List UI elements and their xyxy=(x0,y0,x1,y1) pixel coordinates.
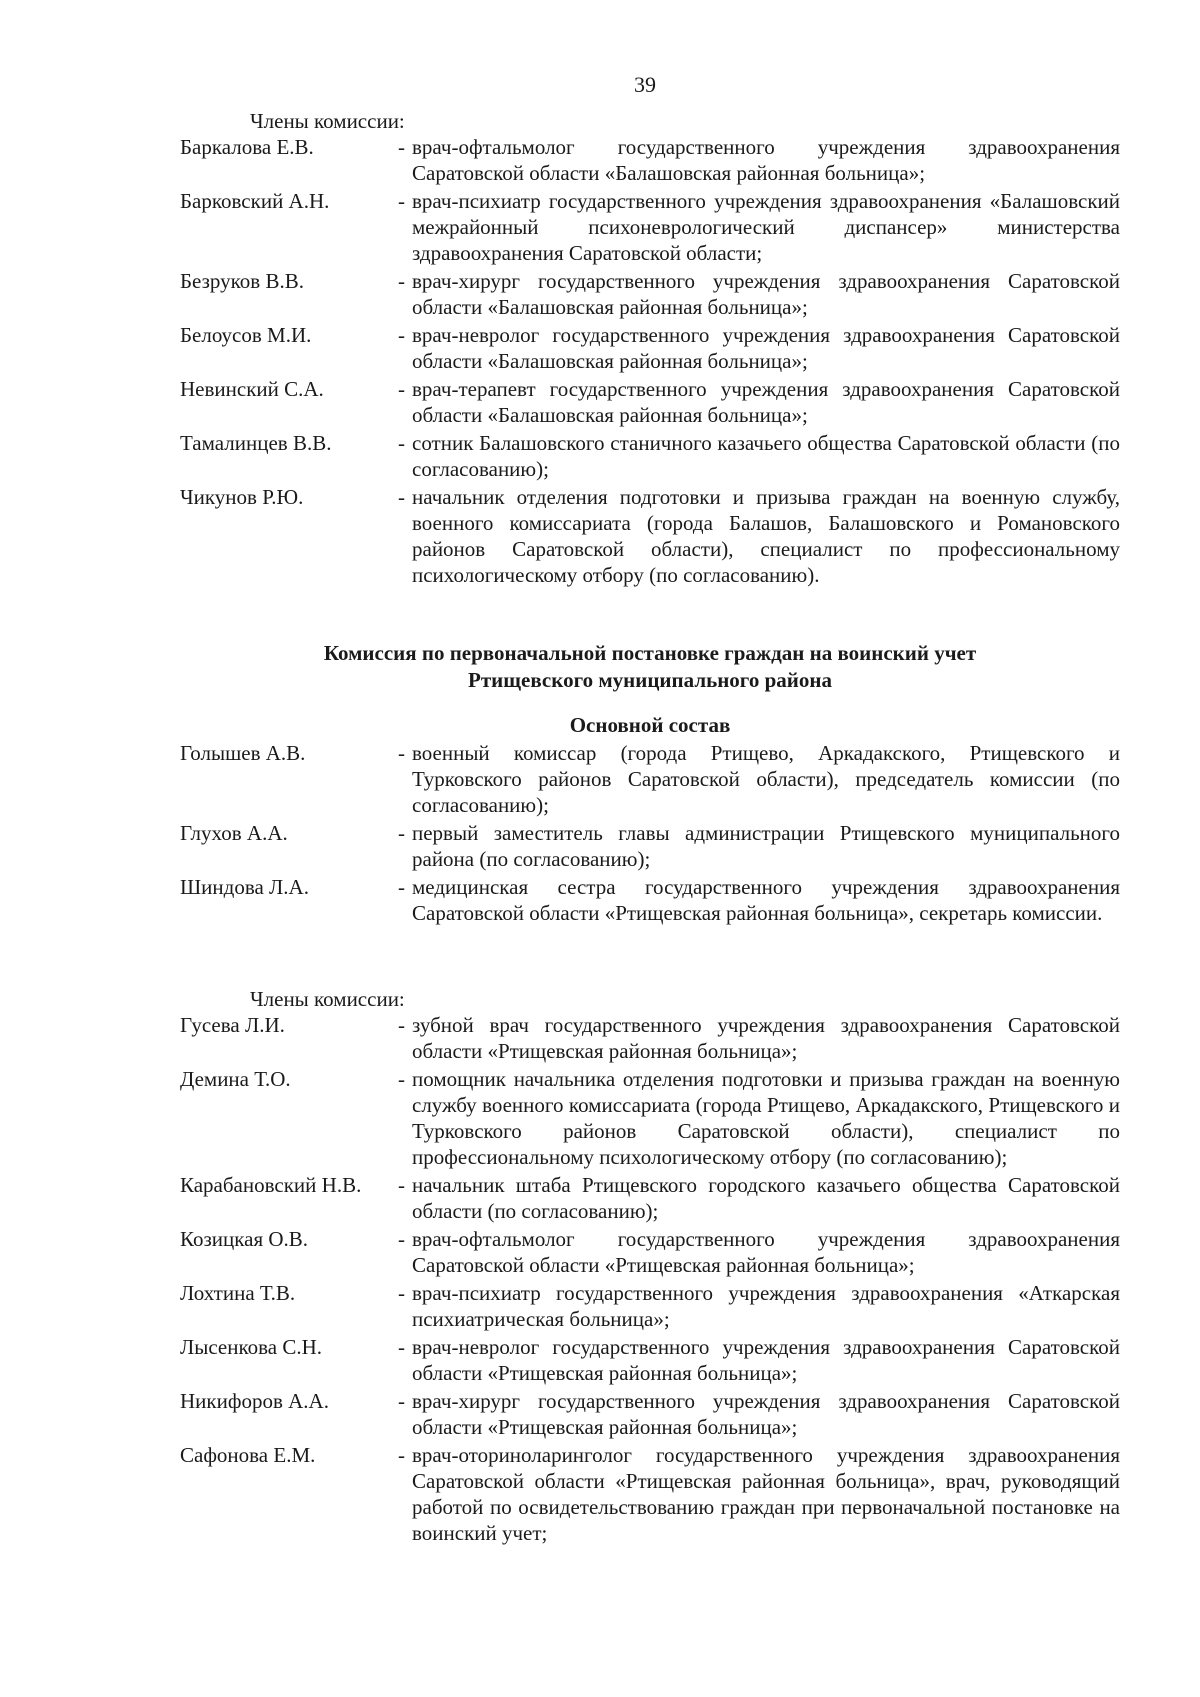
member-description: врач-оториноларинголог государственного учреждения здравоохранения Саратовской области «Ртищевская районная больница», врач, руководящий работой по освидетельствованию граждан при первоначальной постановке на воинский учет; xyxy=(412,1443,1120,1545)
member-description: врач-невролог государственного учреждения здравоохранения Саратовской области «Балашовская районная больница»; xyxy=(412,323,1120,373)
member-name: Баркалова Е.В. xyxy=(180,135,314,159)
member-name: Безруков В.В. xyxy=(180,269,304,293)
member-description: медицинская сестра государственного учреждения здравоохранения Саратовской области «Ртищевская районная больница», секретарь комиссии. xyxy=(412,875,1120,925)
members-label: Члены комиссии: xyxy=(250,109,405,133)
member-name: Карабановский Н.В. xyxy=(180,1173,362,1197)
member-description: начальник отделения подготовки и призыва граждан на военную службу, военного комиссариата (города Балашов, Балашовского и Романовского районов Саратовской области), специалист по профессиональному психологическому отбору (по согласованию). xyxy=(412,485,1120,587)
members-label: Члены комиссии: xyxy=(250,987,405,1011)
member-description: военный комиссар (города Ртищево, Аркадакского, Ртищевского и Турковского районов Саратовской области), председатель комиссии (по согласованию); xyxy=(412,741,1120,817)
member-description: врач-психиатр государственного учреждения здравоохранения «Аткарская психиатрическая больница»; xyxy=(412,1281,1120,1331)
member-description: первый заместитель главы администрации Ртищевского муниципального района (по согласованию); xyxy=(412,821,1120,871)
member-name: Белоусов М.И. xyxy=(180,323,312,347)
member-name: Чикунов Р.Ю. xyxy=(180,485,304,509)
commission-title-line1: Комиссия по первоначальной постановке граждан на воинский учет xyxy=(323,641,977,665)
main-composition-section xyxy=(180,740,1120,928)
list-item: Белоусов М.И. - врач-невролог государственного учреждения здравоохранения Саратовской области «Балашовская районная больница»; xyxy=(180,323,1120,373)
list-item: Гусева Л.И. - зубной врач государственного учреждения здравоохранения Саратовской области «Ртищевская районная больница»; xyxy=(180,1013,1120,1063)
list-item: Карабановский Н.В. - начальник штаба Ртищевского городского казачьего общества Саратовской области (по согласованию); xyxy=(180,1173,1120,1223)
member-description: врач-психиатр государственного учреждения здравоохранения «Балашовский межрайонный психоневрологический диспансер» министерства здравоохранения Саратовской области; xyxy=(412,189,1120,265)
list-item: Барковский А.Н. - врач-психиатр государственного учреждения здравоохранения «Балашовский межрайонный психоневрологический диспансер» министерства здравоохранения Саратовской области; xyxy=(180,189,1120,265)
list-item: Лысенкова С.Н. - врач-невролог государственного учреждения здравоохранения Саратовской области «Ртищевская районная больница»; xyxy=(180,1335,1120,1385)
member-name: Тамалинцев В.В. xyxy=(180,431,332,455)
list-item: Шиндова Л.А. - медицинская сестра государственного учреждения здравоохранения Саратовской области «Ртищевская районная больница», секретарь комиссии. xyxy=(180,875,1120,925)
member-description: зубной врач государственного учреждения здравоохранения Саратовской области «Ртищевская районная больница»; xyxy=(412,1013,1120,1063)
member-description: врач-офтальмолог государственного учреждения здравоохранения Саратовской области «Балашовская районная больница»; xyxy=(412,135,1120,185)
commission-title xyxy=(180,640,1120,694)
member-name: Лысенкова С.Н. xyxy=(180,1335,323,1359)
list-item: Тамалинцев В.В. - сотник Балашовского станичного казачьего общества Саратовской области (по согласованию); xyxy=(180,431,1120,481)
member-name: Невинский С.А. xyxy=(180,377,324,401)
member-description: врач-терапевт государственного учреждения здравоохранения Саратовской области «Балашовская районная больница»; xyxy=(412,377,1120,427)
member-name: Гусева Л.И. xyxy=(180,1013,285,1037)
member-name: Козицкая О.В. xyxy=(180,1227,309,1251)
list-item: Невинский С.А. - врач-терапевт государственного учреждения здравоохранения Саратовской области «Балашовская районная больница»; xyxy=(180,377,1120,427)
list-item: Чикунов Р.Ю. - начальник отделения подготовки и призыва граждан на военную службу, военного комиссариата (города Балашов, Балашовского и Романовского районов Саратовской области), специалист по профессиональному психологическому отбору (по согласованию). xyxy=(180,485,1120,587)
member-description: сотник Балашовского станичного казачьего общества Саратовской области (по согласованию); xyxy=(412,431,1120,481)
list-item: Демина Т.О. - помощник начальника отделения подготовки и призыва граждан на военную службу военного комиссариата (города Ртищево, Аркадакского, Ртищевского и Турковского районов Саратовской области), специалист по профессиональному психологическому отбору (по согласованию); xyxy=(180,1067,1120,1169)
list-item: Безруков В.В. - врач-хирург государственного учреждения здравоохранения Саратовской области «Балашовская районная больница»; xyxy=(180,269,1120,319)
list-item: Лохтина Т.В. - врач-психиатр государственного учреждения здравоохранения «Аткарская психиатрическая больница»; xyxy=(180,1281,1120,1331)
member-name: Шиндова Л.А. xyxy=(180,875,309,899)
list-item: Сафонова Е.М. - врач-оториноларинголог государственного учреждения здравоохранения Саратовской области «Ртищевская районная больница», врач, руководящий работой по освидетельствованию граждан при первоначальной постановке на воинский учет; xyxy=(180,1443,1120,1545)
members-section xyxy=(180,986,1120,1548)
member-description: начальник штаба Ртищевского городского казачьего общества Саратовской области (по согласованию); xyxy=(412,1173,1120,1223)
member-description: врач-хирург государственного учреждения здравоохранения Саратовской области «Балашовская районная больница»; xyxy=(412,269,1120,319)
commission-title-line2: Ртищевского муниципального района xyxy=(468,668,832,692)
list-item: Никифоров А.А. - врач-хирург государственного учреждения здравоохранения Саратовской области «Ртищевская районная больница»; xyxy=(180,1389,1120,1439)
member-description: врач-хирург государственного учреждения здравоохранения Саратовской области «Ртищевская районная больница»; xyxy=(412,1389,1120,1439)
member-description: врач-невролог государственного учреждения здравоохранения Саратовской области «Ртищевская районная больница»; xyxy=(412,1335,1120,1385)
list-item: Баркалова Е.В. - врач-офтальмолог государственного учреждения здравоохранения Саратовской области «Балашовская районная больница»; xyxy=(180,135,1120,185)
members-list xyxy=(180,134,1120,588)
member-name: Никифоров А.А. xyxy=(180,1389,329,1413)
member-name: Лохтина Т.В. xyxy=(180,1281,296,1305)
member-name: Сафонова Е.М. xyxy=(180,1443,316,1467)
list-item: Глухов А.А. - первый заместитель главы администрации Ртищевского муниципального района (по согласованию); xyxy=(180,821,1120,871)
member-name: Глухов А.А. xyxy=(180,821,288,845)
list-item: Голышев А.В. - военный комиссар (города Ртищево, Аркадакского, Ртищевского и Турковского районов Саратовской области), председатель комиссии (по согласованию); xyxy=(180,741,1120,817)
main-composition-heading: Основной состав xyxy=(569,713,731,737)
member-description: врач-офтальмолог государственного учреждения здравоохранения Саратовской области «Ртищевская районная больница»; xyxy=(412,1227,1120,1277)
page-number: 39 xyxy=(634,72,656,97)
block1-members-section xyxy=(180,108,1120,590)
list-item: Козицкая О.В. - врач-офтальмолог государственного учреждения здравоохранения Саратовской области «Ртищевская районная больница»; xyxy=(180,1227,1120,1277)
member-name: Демина Т.О. xyxy=(180,1067,291,1091)
member-description: помощник начальника отделения подготовки и призыва граждан на военную службу военного комиссариата (города Ртищево, Аркадакского, Ртищевского и Турковского районов Саратовской области), специалист по профессиональному психологическому отбору (по согласованию); xyxy=(412,1067,1120,1169)
member-name: Барковский А.Н. xyxy=(180,189,330,213)
member-name: Голышев А.В. xyxy=(180,741,306,765)
